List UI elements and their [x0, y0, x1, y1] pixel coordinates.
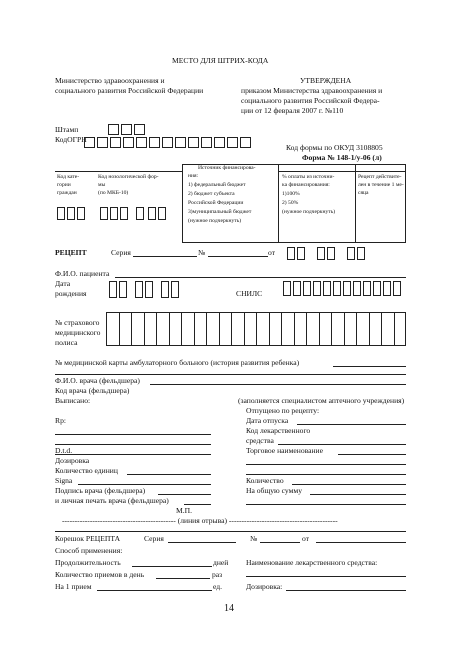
drug-code-label-2: средства	[246, 436, 274, 445]
release-date-label: Дата отпуска	[246, 416, 289, 425]
dtd-label: D.t.d.	[55, 446, 73, 455]
barcode-place-label: МЕСТО ДЛЯ ШТРИХ-КОДА	[172, 56, 269, 65]
intakes-unit: раз	[212, 570, 223, 579]
seal-place-label: М.П.	[176, 506, 193, 515]
ministry-line-2: социального развития Российской Федерации	[55, 86, 204, 95]
recipe-label: РЕЦЕПТ	[55, 248, 87, 257]
patient-fio-label: Ф.И.О. пациента	[55, 269, 110, 278]
duration-unit: дней	[213, 558, 229, 567]
source-label-7: (нужное подчеркнуть)	[188, 218, 242, 224]
category-label-2: гории	[57, 182, 71, 188]
trade-name-field[interactable]	[338, 454, 406, 455]
patient-dob-label-2: рождения	[55, 289, 87, 298]
validity-label-2: лен в течение 1 ме-	[358, 182, 404, 188]
stub-dosage-label: Дозировка:	[246, 582, 283, 591]
stub-series-label: Серия	[144, 534, 164, 543]
dtd-field[interactable]	[55, 454, 211, 455]
drug-name-label: Наименование лекарственного средства:	[246, 558, 378, 567]
category-label-3: граждан	[57, 190, 77, 196]
recipe-number-label: №	[198, 248, 206, 257]
source-label-1: Источник финансирова-	[198, 165, 256, 171]
dosage-label: Дозировка	[55, 456, 90, 465]
rp-field-1[interactable]	[55, 434, 211, 435]
medical-card-label: № медицинской карты амбулаторного больного (история развития ребенка)	[55, 358, 300, 367]
doctor-sign-label-1: Подпись врача (фельдшера)	[55, 486, 146, 495]
rp-field-2[interactable]	[55, 444, 211, 445]
stub-date-label: от	[302, 534, 310, 543]
validity-label-1: Рецепт действите-	[358, 174, 402, 180]
usage-method-label: Способ применения:	[55, 546, 123, 555]
drug-name-field[interactable]	[246, 576, 406, 577]
quantity-label: Количество	[246, 476, 284, 485]
source-label-6: 3)муниципальный бюджет	[188, 209, 252, 215]
source-label-3: 1) федеральный бюджет	[188, 182, 246, 188]
duration-field[interactable]	[132, 566, 212, 567]
form-number: Форма № 148-1/у-06 (л)	[302, 153, 382, 162]
doctor-fio-field[interactable]	[150, 384, 406, 385]
duration-label: Продолжительность	[55, 558, 121, 567]
percent-label-2: ка финансирования:	[282, 182, 330, 188]
doctor-fio-label: Ф.И.О. врача (фельдшера)	[55, 376, 140, 385]
stub-title: Корешок РЕЦЕПТА	[55, 534, 121, 543]
insurance-label-1: № страхового	[55, 318, 100, 327]
written-label: Выписано:	[55, 396, 91, 405]
doctor-sign-label-2: и личная печать врача (фельдшера)	[55, 496, 169, 505]
approved-line-2: социального развития Российской Федера-	[241, 96, 380, 105]
units-count-field[interactable]	[127, 474, 211, 475]
nosology-label-2: мы	[98, 182, 106, 188]
nosology-label-1: Код нозологической фор-	[98, 174, 159, 180]
total-sum-label: На общую сумму	[246, 486, 303, 495]
recipe-series-label: Серия	[111, 248, 131, 257]
quantity-field[interactable]	[292, 484, 406, 485]
stub-number-field[interactable]	[260, 542, 300, 543]
recipe-number-field[interactable]	[208, 256, 268, 257]
doctor-sign-field[interactable]	[158, 494, 211, 495]
tear-off-line: --------------------------------------------- (линия отрыва) -------------------------------------------	[62, 516, 338, 525]
trade-name-label: Торговое наименование	[246, 446, 323, 455]
stub-dosage-field[interactable]	[286, 590, 406, 591]
per-intake-unit: ед.	[213, 582, 223, 591]
patient-dob-label-1: Дата	[55, 279, 71, 288]
source-label-5: Российской Федерации	[188, 200, 244, 206]
per-intake-label: На 1 прием	[55, 582, 92, 591]
stub-top-line	[55, 531, 406, 532]
insurance-label-2: медицинского	[55, 328, 101, 337]
nosology-label-3: (по МКБ-10)	[98, 190, 129, 196]
released-label: Отпущено по рецепту:	[246, 406, 320, 415]
pharmacy-note: (заполняется специалистом аптечного учреждения)	[238, 396, 405, 405]
percent-label-4: 2) 50%	[282, 200, 299, 206]
trade-name-field-3[interactable]	[246, 474, 406, 475]
intakes-per-day-field[interactable]	[156, 578, 210, 579]
units-count-label: Количество единиц	[55, 466, 118, 475]
source-label-4: 2) бюджет субъекта	[188, 191, 235, 197]
total-sum-field[interactable]	[310, 494, 406, 495]
doctor-stamp-field[interactable]	[184, 504, 211, 505]
percent-label-3: 1)100%	[282, 191, 300, 197]
recipe-series-field[interactable]	[133, 256, 197, 257]
ministry-line-1: Министерство здравоохранения и	[55, 76, 165, 85]
rp-label: Rp:	[55, 416, 66, 425]
doctor-code-label: Код врача (фельдшера)	[55, 386, 130, 395]
release-date-field[interactable]	[297, 424, 406, 425]
total-sum-field-2[interactable]	[246, 504, 406, 505]
source-label-2: ния:	[188, 173, 199, 179]
page-number: 14	[224, 603, 234, 614]
signa-label: Signa	[55, 476, 73, 485]
validity-label-3: сяца	[358, 190, 369, 196]
drug-code-label-1: Код лекарственного	[246, 426, 311, 435]
approved-title: УТВЕРЖДЕНА	[300, 76, 352, 85]
insurance-label-3: полиса	[55, 338, 78, 347]
intakes-per-day-label: Количество приемов в день	[55, 570, 145, 579]
ogrn-label: КодОГРН	[55, 135, 87, 144]
category-label-1: Код кате-	[57, 174, 80, 180]
medical-card-field[interactable]	[333, 366, 406, 367]
stamp-label: Штамп	[55, 125, 79, 134]
recipe-date-label: от	[268, 248, 276, 257]
medical-card-field-2[interactable]	[55, 374, 406, 375]
drug-code-field[interactable]	[278, 444, 406, 445]
approved-line-1: приказом Министерства здравоохранения и	[241, 86, 383, 95]
patient-fio-field[interactable]	[115, 277, 406, 278]
stub-number-label: №	[250, 534, 258, 543]
signa-field[interactable]	[78, 484, 211, 485]
trade-name-field-2[interactable]	[246, 464, 406, 465]
snils-label: СНИЛС	[236, 289, 263, 298]
stub-date-field[interactable]	[316, 542, 406, 543]
approved-line-3: ции от 12 февраля 2007 г. №110	[241, 106, 344, 115]
okud-code: Код формы по ОКУД 3108805	[286, 143, 383, 152]
stub-series-field[interactable]	[168, 542, 236, 543]
percent-label-1: % оплаты из источни-	[282, 174, 335, 180]
per-intake-field[interactable]	[97, 590, 212, 591]
percent-label-5: (нужное подчеркнуть)	[282, 209, 336, 215]
